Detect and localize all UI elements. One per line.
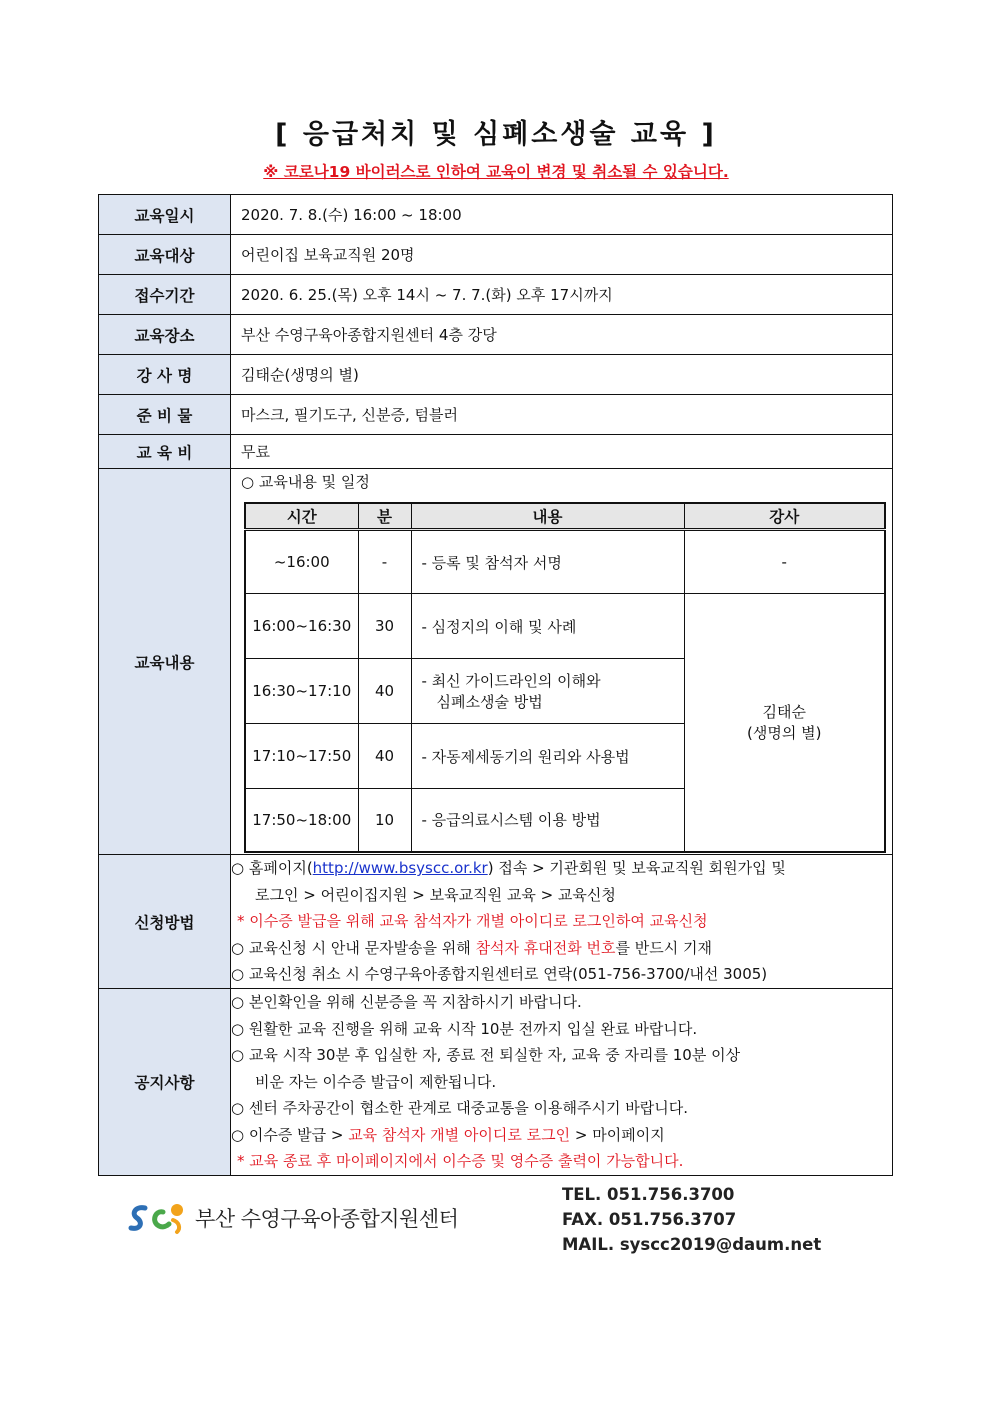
row-label: 교 육 비 bbox=[99, 435, 231, 469]
row-value: 김태순(생명의 별) bbox=[231, 355, 893, 395]
notice-line: ○ 원활한 교육 진행을 위해 교육 시작 10분 전까지 입실 완료 바랍니다. bbox=[231, 1019, 698, 1038]
sched-content: - 응급의료시스템 이용 방법 bbox=[411, 789, 684, 852]
apply-line bbox=[231, 855, 892, 882]
apply-highlight: 참석자 휴대전화 번호 bbox=[475, 938, 616, 957]
covid-warning: ※ 코로나19 바이러스로 인하여 교육이 변경 및 취소될 수 있습니다. bbox=[263, 163, 729, 181]
sched-content bbox=[411, 659, 684, 724]
notice-note: * 교육 종료 후 마이페이지에서 이수증 및 영수증 출력이 가능합니다. bbox=[237, 1152, 684, 1170]
sched-minutes: 40 bbox=[358, 724, 411, 789]
row-label: 교육내용 bbox=[99, 469, 231, 855]
row-label: 강 사 명 bbox=[99, 355, 231, 395]
apply-line bbox=[231, 935, 892, 962]
apply-text: ○ 교육신청 시 안내 문자발송을 위해 bbox=[231, 938, 476, 957]
row-value: 어린이집 보육교직원 20명 bbox=[231, 235, 893, 275]
footer-logo bbox=[127, 1200, 458, 1236]
schedule-table bbox=[244, 502, 886, 853]
header-instructor: 강사 bbox=[684, 503, 885, 530]
sched-content: - 자동제세동기의 원리와 사용법 bbox=[411, 724, 684, 789]
info-row-period bbox=[99, 275, 893, 315]
instructor-name: 김태순 bbox=[762, 703, 806, 722]
sched-content-line: 심폐소생술 방법 bbox=[436, 693, 543, 711]
notice-text: > 마이페이지 bbox=[570, 1125, 665, 1144]
row-value: 무료 bbox=[231, 435, 893, 469]
notice-line: ○ 센터 주차공간이 협소한 관계로 대중교통을 이용해주시기 바랍니다. bbox=[231, 1099, 688, 1117]
sched-content-line: - 최신 가이드라인의 이해와 bbox=[421, 672, 601, 690]
row-label: 교육장소 bbox=[99, 315, 231, 355]
header-time: 시간 bbox=[245, 503, 358, 530]
schedule-row bbox=[245, 530, 885, 594]
row-label: 교육일시 bbox=[99, 195, 231, 235]
apply-note: * 이수증 발급을 위해 교육 참석자가 개별 아이디로 로그인하여 교육신청 bbox=[237, 912, 708, 931]
notice-text: ○ 이수증 발급 > bbox=[231, 1125, 349, 1144]
row-value: 2020. 7. 8.(수) 16:00 ~ 18:00 bbox=[231, 195, 893, 235]
apply-line: ○ 교육신청 취소 시 수영구육아종합지원센터로 연락(051-756-3700/내선 3005) bbox=[231, 965, 768, 984]
info-row-date bbox=[99, 195, 893, 235]
content-row bbox=[99, 469, 893, 855]
row-label: 접수기간 bbox=[99, 275, 231, 315]
info-row-supplies bbox=[99, 395, 893, 435]
content-heading: ○ 교육내용 및 일정 bbox=[241, 473, 370, 491]
header-minutes: 분 bbox=[358, 503, 411, 530]
apply-text: ○ 홈페이지( bbox=[231, 859, 313, 878]
notice-line bbox=[231, 1122, 892, 1149]
sched-instructor: - bbox=[684, 530, 885, 594]
contact-tel: TEL. 051.756.3700 bbox=[562, 1185, 735, 1204]
sched-minutes: 40 bbox=[358, 659, 411, 724]
row-label: 공지사항 bbox=[99, 989, 231, 1176]
sched-content: - 등록 및 참석자 서명 bbox=[411, 530, 684, 594]
sched-time: ~16:00 bbox=[245, 530, 358, 594]
info-row-target bbox=[99, 235, 893, 275]
sched-time: 16:30~17:10 bbox=[245, 659, 358, 724]
sched-minutes: 10 bbox=[358, 789, 411, 852]
sched-minutes: 30 bbox=[358, 594, 411, 659]
homepage-link[interactable]: http://www.bsyscc.or.kr bbox=[312, 859, 488, 878]
org-name: 부산 수영구육아종합지원센터 bbox=[195, 1207, 459, 1231]
sched-content: - 심정지의 이해 및 사례 bbox=[411, 594, 684, 659]
notice-line: ○ 교육 시작 30분 후 입실한 자, 종료 전 퇴실한 자, 교육 중 자리를 10분 이상 bbox=[231, 1046, 741, 1064]
apply-cell bbox=[231, 855, 893, 989]
apply-line: 로그인 > 어린이집지원 > 보육교직원 교육 > 교육신청 bbox=[255, 885, 616, 904]
row-label: 신청방법 bbox=[99, 855, 231, 989]
notice-cell bbox=[231, 989, 893, 1176]
schedule-row bbox=[245, 594, 885, 659]
sched-instructor-merged bbox=[684, 594, 885, 852]
content-cell bbox=[231, 469, 893, 855]
row-value: 부산 수영구육아종합지원센터 4층 강당 bbox=[231, 315, 893, 355]
notice-row bbox=[99, 989, 893, 1176]
apply-text: ) 접속 > 기관회원 및 보육교직원 회원가입 및 bbox=[487, 859, 786, 878]
sched-time: 16:00~16:30 bbox=[245, 594, 358, 659]
apply-row bbox=[99, 855, 893, 989]
row-value: 2020. 6. 25.(목) 오후 14시 ~ 7. 7.(화) 오후 17시까지 bbox=[231, 275, 893, 315]
info-row-fee bbox=[99, 435, 893, 469]
sched-time: 17:10~17:50 bbox=[245, 724, 358, 789]
contact-mail: MAIL. syscc2019@daum.net bbox=[562, 1235, 822, 1254]
header-content: 내용 bbox=[411, 503, 684, 530]
notice-highlight: 교육 참석자 개별 아이디로 로그인 bbox=[348, 1125, 571, 1144]
contact-fax: FAX. 051.756.3707 bbox=[562, 1210, 737, 1229]
notice-line: 비운 자는 이수증 발급이 제한됩니다. bbox=[255, 1072, 497, 1091]
schedule-header bbox=[245, 503, 885, 530]
sched-minutes: - bbox=[358, 530, 411, 594]
page-title: [ 응급처치 및 심폐소생술 교육 ] bbox=[275, 119, 717, 150]
center-logo-icon bbox=[127, 1200, 187, 1236]
contact-info bbox=[562, 1182, 821, 1257]
apply-text: 를 반드시 기재 bbox=[615, 938, 712, 957]
row-label: 준 비 물 bbox=[99, 395, 231, 435]
notice-line: ○ 본인확인을 위해 신분증을 꼭 지참하시기 바랍니다. bbox=[231, 993, 582, 1011]
sched-time: 17:50~18:00 bbox=[245, 789, 358, 852]
info-row-place bbox=[99, 315, 893, 355]
row-label: 교육대상 bbox=[99, 235, 231, 275]
row-value: 마스크, 필기도구, 신분증, 텀블러 bbox=[231, 395, 893, 435]
info-row-instructor bbox=[99, 355, 893, 395]
instructor-org: (생명의 별) bbox=[747, 724, 822, 743]
info-table bbox=[98, 194, 893, 1176]
